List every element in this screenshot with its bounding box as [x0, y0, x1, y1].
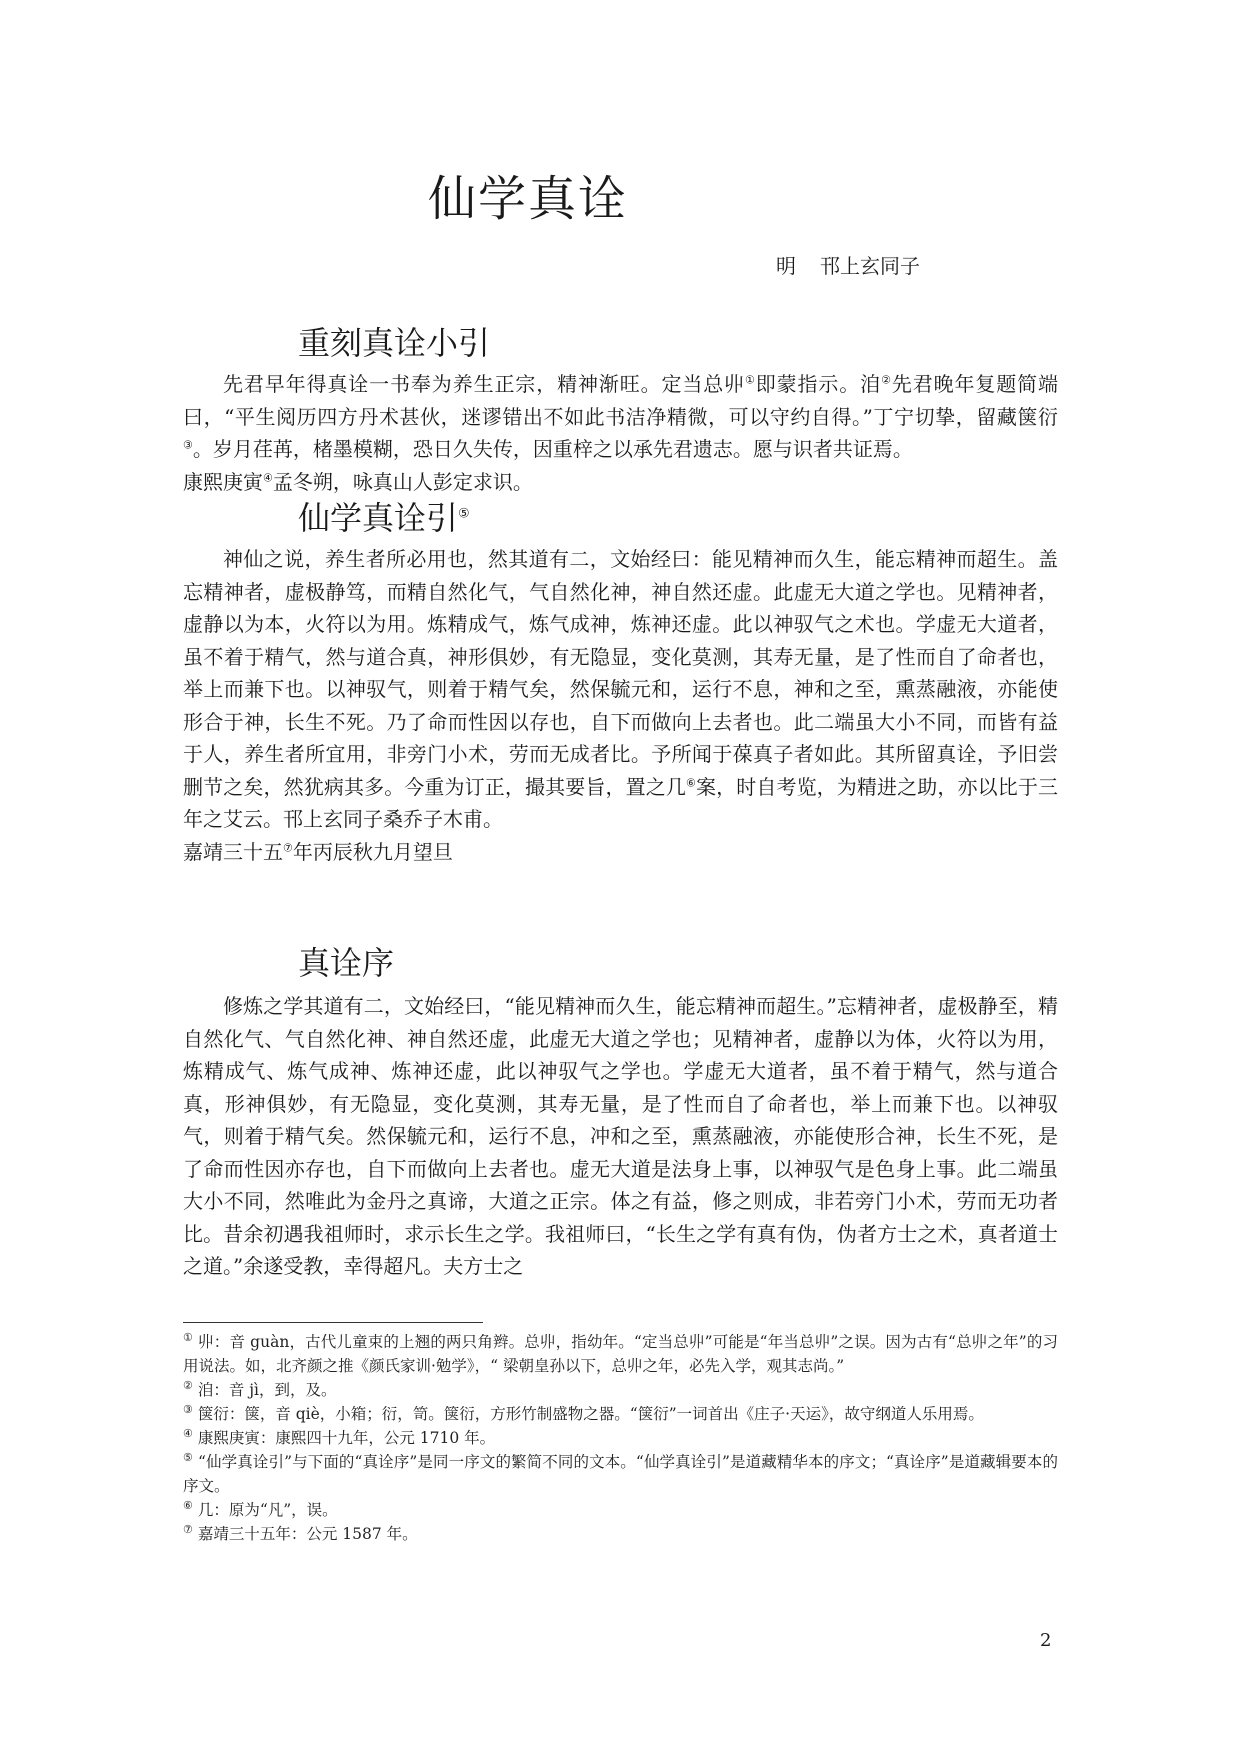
author-line [776, 250, 920, 279]
footnote-7 [183, 1522, 1058, 1546]
footnote-2 [183, 1378, 1058, 1402]
footnote-1 [183, 1330, 1058, 1378]
footnote-text: 嘉靖三十五年：公元 1587 年。 [197, 1525, 418, 1543]
section-heading-1: 重刻真诠小引 [298, 324, 491, 362]
section-body-3 [183, 990, 1058, 1283]
text-run: 先君晚年复题简端曰，“平生阅历四方丹术甚伙，迷谬错出不如此书洁净精微，可以守约自得。”丁宁切挚，留藏箧衍 [183, 372, 1058, 429]
section-heading-3: 真诠序 [298, 944, 395, 982]
footnote-mark: ⑤ [183, 1450, 193, 1464]
text-run: 案，时自考览，为精进之助，亦以比于三年之艾云。邗上玄同子桑乔子木甫。 [183, 774, 1058, 831]
text-run: 先君早年得真诠一书奉为养生正宗，精神渐旺。定当总丱 [223, 372, 746, 396]
footnote-text: 洎：音 jì，到，及。 [197, 1381, 337, 1399]
text-run: 。岁月荏苒，楮墨模糊，恐日久失传，因重梓之以承先君遗志。愿与识者共证焉。 [192, 437, 913, 461]
page-number: 2 [1040, 1630, 1052, 1651]
footnote-ref: ⑤ [458, 506, 470, 522]
paragraph [183, 368, 1058, 466]
footnote-mark: ① [183, 1330, 194, 1344]
footnote-mark: ④ [183, 1426, 193, 1440]
footnote-text: 康熙庚寅：康熙四十九年，公元 1710 年。 [197, 1429, 496, 1447]
footnote-text: “仙学真诠引”与下面的“真诠序”是同一序文的繁简不同的文本。“仙学真诠引”是道藏精华本的序文；“真诠序”是道藏辑要本的序文。 [183, 1453, 1058, 1495]
footnote-ref: ④ [263, 470, 273, 484]
footnote-text: 丱：音 guàn，古代儿童束的上翘的两只角辫。总丱，指幼年。“定当总丱”可能是“年当总丱”之误。因为古有“总丱之年”的习用说法。如，北齐颜之推《颜氏家训·勉学》，“ 梁朝皇孙以下，总丱之年，必先入学，观其志尚。” [183, 1333, 1058, 1375]
page-title: 仙学真诠 [428, 171, 629, 227]
footnotes [183, 1330, 1058, 1546]
footnote-ref: ① [745, 373, 756, 387]
footnote-ref: ② [881, 373, 892, 387]
paragraph [183, 543, 1058, 836]
footnote-mark: ② [183, 1378, 193, 1392]
footnote-4 [183, 1426, 1058, 1450]
text-run: 神仙之说，养生者所必用也，然其道有二，文始经曰：能见精神而久生，能忘精神而超生。盖忘精神者，虚极静笃，而精自然化气，气自然化神，神自然还虚。此虚无大道之学也。见精神者，虚静以为本，火符以为用。炼精成气，炼气成神，炼神还虚。此以神驭气之术也。学虚无大道者，虽不着于精气，然与道合真，神形俱妙，有无隐显，变化莫测，其寿无量，是了性而自了命者也，举上而兼下也。以神驭气，则着于精气矣，然保毓元和，运行不息，神和之至，熏蒸融液，亦能使形合于神，长生不死。乃了命而性因以存也，自下而做向上去者也。此二端虽大小不同，而皆有益于人，养生者所宜用，非旁门小术，劳而无成者比。予所闻于葆真子者如此。其所留真诠，予旧尝删节之矣，然犹病其多。今重为订正，撮其要旨，置之几 [183, 547, 1058, 799]
paragraph: 修炼之学其道有二，文始经曰，“能见精神而久生，能忘精神而超生。”忘精神者，虚极静至，精自然化气、气自然化神、神自然还虚，此虚无大道之学也；见精神者，虚静以为体，火符以为用，炼精成气、炼气成神、炼神还虚，此以神驭气之学也。学虚无大道者，虽不着于精气，然与道合真，形神俱妙，有无隐显，变化莫测，其寿无量，是了性而自了命者也，举上而兼下也。以神驭气，则着于精气矣。然保毓元和，运行不息，冲和之至，熏蒸融液，亦能使形合神，长生不死，是了命而性因亦存也，自下而做向上去者也。虚无大道是法身上事，以神驭气是色身上事。此二端虽大小不同，然唯此为金丹之真谛，大道之正宗。体之有益，修之则成，非若旁门小术，劳而无功者比。昔余初遇我祖师时，求示长生之学。我祖师曰，“长生之学有真有伪，伪者方士之术，真者道士之道。”余遂受教，幸得超凡。夫方士之 [183, 994, 1058, 1278]
text-run: 嘉靖三十五 [183, 839, 283, 864]
heading-text: 仙学真诠引 [298, 499, 459, 537]
text-run: 孟冬朔，咏真山人彭定求识。 [272, 469, 533, 494]
section-body-2 [183, 543, 1058, 868]
section-body-1 [183, 368, 1058, 498]
author-dynasty: 明 [776, 254, 796, 278]
footnote-ref: ⑦ [283, 840, 293, 854]
footnote-5 [183, 1450, 1058, 1498]
footnote-divider [183, 1322, 483, 1323]
footnote-ref: ⑥ [685, 775, 696, 789]
footnote-text: 箧衍：箧，音 qiè，小箱；衍，笥。箧衍，方形竹制盛物之器。“箧衍”一词首出《庄子·天运》，故守纲道人乐用焉。 [197, 1405, 984, 1423]
footnote-6 [183, 1498, 1058, 1522]
author-name: 邗上玄同子 [820, 254, 920, 278]
footnote-text: 几：原为“凡”，误。 [197, 1501, 338, 1519]
footnote-3 [183, 1402, 1058, 1426]
text-run: 年丙辰秋九月望旦 [292, 839, 453, 864]
paragraph [183, 836, 1058, 869]
footnote-mark: ⑥ [183, 1498, 193, 1512]
footnote-ref: ③ [183, 438, 193, 452]
text-run: 即蒙指示。洎 [755, 372, 882, 396]
footnote-mark: ③ [183, 1402, 193, 1416]
section-heading-2 [298, 493, 470, 539]
text-run: 康熙庚寅 [183, 469, 263, 494]
footnote-mark: ⑦ [183, 1522, 193, 1536]
